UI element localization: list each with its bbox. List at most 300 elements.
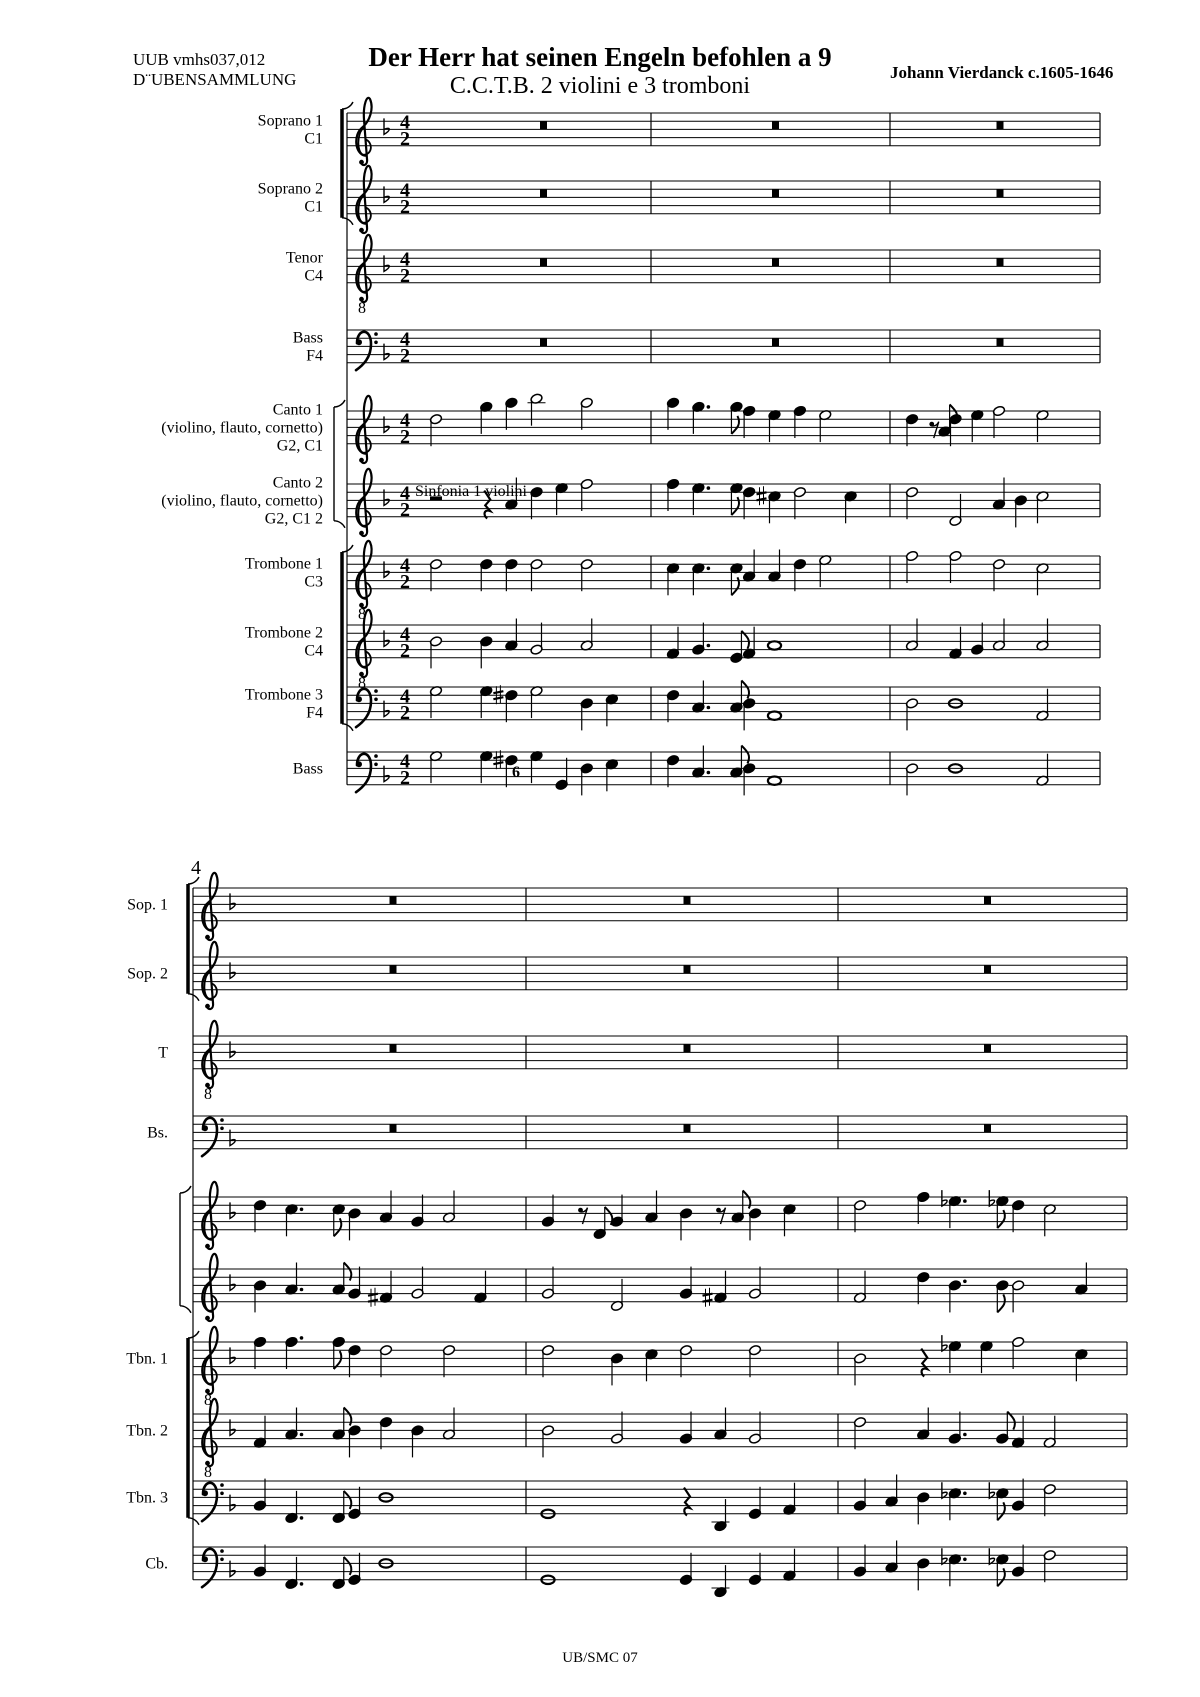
bass-clef-head-icon	[202, 1125, 208, 1131]
flat-icon	[989, 1482, 994, 1498]
note	[679, 1412, 692, 1445]
note	[368, 1271, 393, 1307]
staff-label: Trombone 3	[244, 686, 323, 704]
staff-tbn1	[245, 541, 1100, 623]
note	[605, 693, 618, 726]
bracket-hook	[334, 521, 345, 528]
note	[692, 623, 710, 656]
breve-rest	[390, 896, 397, 904]
notes-tbn2	[253, 1408, 1056, 1458]
note	[666, 627, 679, 660]
note	[1011, 1336, 1024, 1369]
note	[285, 1408, 303, 1441]
octave-eight-mark: 8	[204, 1086, 212, 1104]
note	[605, 758, 618, 791]
system2-system	[126, 857, 1127, 1598]
note	[645, 1191, 658, 1224]
note	[885, 1475, 898, 1508]
note	[992, 558, 1005, 591]
breve-rest	[772, 121, 779, 129]
time-signature-bottom: 2	[400, 344, 410, 367]
bracket-hook	[334, 400, 345, 407]
note	[530, 685, 543, 718]
augmentation-dot	[963, 1433, 967, 1437]
staff-tenor	[158, 1021, 1127, 1103]
note	[996, 1412, 1015, 1445]
staff-sop2	[258, 166, 1100, 233]
note	[853, 1416, 866, 1449]
note	[853, 1479, 866, 1512]
eighth-flag	[344, 1491, 352, 1509]
note	[692, 482, 710, 515]
note	[541, 1267, 554, 1300]
note	[679, 1208, 692, 1241]
note	[610, 1412, 623, 1445]
notes-cont	[429, 746, 1049, 796]
eighth-flag	[997, 1294, 1005, 1312]
note	[555, 758, 568, 791]
staff-sop1	[258, 98, 1100, 165]
note	[730, 681, 749, 714]
time-signature-top: 4	[400, 685, 410, 708]
note	[712, 1565, 730, 1598]
note	[666, 562, 679, 595]
note	[917, 1271, 930, 1304]
note	[348, 1208, 361, 1241]
note	[580, 397, 593, 430]
note	[379, 1416, 392, 1449]
note	[949, 413, 962, 446]
note	[768, 712, 781, 720]
note	[442, 1191, 455, 1224]
staff-label: (violino, flauto, cornetto)	[161, 419, 323, 437]
notes-tbn1	[253, 1335, 1088, 1385]
treble-clef-dot-icon	[205, 1316, 210, 1321]
staff-label: Bass	[292, 760, 323, 778]
breve-rest	[540, 338, 547, 346]
staff-label: Tbn. 3	[126, 1489, 168, 1507]
note	[1011, 1479, 1024, 1512]
note	[905, 413, 918, 446]
note	[332, 1263, 351, 1296]
time-signature-bottom: 2	[400, 425, 410, 448]
notes-sop2	[540, 189, 1004, 197]
flat-icon	[989, 1548, 994, 1564]
augmentation-dot	[707, 644, 711, 648]
staff-label: Soprano 1	[257, 112, 323, 130]
notes-tbn2	[429, 619, 1049, 669]
sharp-icon	[368, 1288, 378, 1307]
staff-label: Canto 1	[272, 401, 323, 419]
note	[992, 619, 1005, 652]
quarter-rest	[921, 1349, 927, 1377]
eighth-flag	[334, 1218, 342, 1236]
augmentation-dot	[707, 486, 711, 490]
bass-clef-head-icon	[202, 1556, 208, 1562]
note	[666, 478, 679, 511]
bass-clef-dot-icon	[374, 698, 378, 702]
eighth-flag	[997, 1210, 1005, 1228]
staff-label: C1	[304, 198, 323, 216]
bass-clef-icon	[202, 1118, 217, 1156]
note	[411, 1425, 424, 1458]
bracket-hook	[342, 102, 353, 109]
bass-clef-dot-icon	[374, 754, 378, 758]
note	[666, 689, 679, 722]
octave-eight-mark: 8	[358, 675, 366, 693]
note	[996, 1280, 1009, 1313]
note	[971, 409, 984, 442]
breve-rest	[684, 896, 691, 904]
time-signature-top: 4	[400, 554, 410, 577]
note	[692, 681, 710, 714]
eighth-flag	[731, 497, 739, 515]
note	[480, 401, 493, 434]
staff-sop1	[127, 873, 1127, 940]
note	[748, 1553, 761, 1586]
note	[1075, 1348, 1088, 1381]
bass-clef-dot-icon	[220, 1127, 224, 1131]
note	[442, 1408, 455, 1441]
note	[580, 763, 593, 796]
staff-label: Trombone 1	[244, 555, 323, 573]
augmentation-dot	[707, 771, 711, 775]
note	[679, 1553, 692, 1586]
staff-canto2	[193, 1254, 1127, 1321]
note	[332, 1557, 351, 1590]
system1-system	[161, 98, 1100, 796]
notes-sop1	[540, 121, 1004, 129]
augmentation-dot	[300, 1516, 304, 1520]
note	[948, 1280, 966, 1313]
note	[783, 1549, 796, 1582]
time-signature-top: 4	[400, 111, 410, 134]
note	[1014, 495, 1027, 528]
breve-rest	[984, 896, 991, 904]
note	[748, 1344, 761, 1377]
note	[480, 558, 493, 591]
sinfonia-annotation: Sinfonia 1 violini	[415, 483, 527, 500]
flat-icon	[942, 1482, 947, 1498]
note	[917, 1558, 930, 1591]
eighth-flag	[741, 681, 749, 699]
note	[1036, 562, 1049, 595]
note	[712, 1499, 730, 1532]
bass-clef-icon	[202, 1549, 217, 1587]
augmentation-dot	[963, 1492, 967, 1496]
staff-label: Soprano 2	[257, 180, 323, 198]
staff-label: Tenor	[285, 249, 323, 267]
note	[980, 1340, 993, 1373]
note	[253, 1336, 266, 1369]
note	[853, 1271, 866, 1304]
note	[731, 1191, 750, 1224]
staff-label: (violino, flauto, cornetto)	[161, 492, 323, 510]
note	[768, 777, 781, 785]
note	[480, 685, 493, 718]
quarter-rest	[684, 1488, 690, 1516]
bass-clef-icon	[356, 332, 371, 370]
note	[783, 1203, 796, 1236]
note	[1011, 1280, 1024, 1313]
notes-canto2	[253, 1263, 1088, 1313]
note	[748, 1208, 761, 1241]
note	[703, 1271, 728, 1307]
whole-note-head	[768, 641, 781, 649]
note	[1043, 1416, 1056, 1449]
note	[429, 636, 442, 669]
score-subtitle: C.C.T.B. 2 violini e 3 tromboni	[449, 73, 751, 99]
bass-clef-icon	[356, 689, 371, 727]
note	[285, 1203, 303, 1236]
notes-cont	[253, 1541, 1056, 1598]
note	[332, 1336, 345, 1369]
note	[742, 486, 755, 519]
note	[714, 1408, 727, 1441]
composer: Johann Vierdanck c.1605-1646	[890, 63, 1114, 82]
time-signature-bottom: 2	[400, 195, 410, 218]
augmentation-dot	[963, 1558, 967, 1562]
treble-clef-dot-icon	[359, 458, 364, 463]
measure-number: 4	[191, 857, 201, 879]
note	[844, 490, 857, 523]
staff-label: C4	[304, 267, 323, 285]
note	[379, 1344, 392, 1377]
time-signature-top: 4	[400, 623, 410, 646]
octave-eight-mark: 8	[358, 606, 366, 624]
note	[905, 550, 918, 583]
staff-tbn3	[126, 1481, 1127, 1521]
note	[253, 1416, 266, 1449]
note	[379, 1191, 392, 1224]
breve-rest	[540, 189, 547, 197]
note	[1036, 409, 1049, 442]
figured-bass-number: 6	[512, 764, 520, 781]
note	[748, 1267, 761, 1300]
note	[530, 623, 543, 656]
note	[768, 409, 781, 442]
breve-rest	[684, 1044, 691, 1052]
bass-clef-dot-icon	[220, 1118, 224, 1122]
flat-icon	[942, 1548, 947, 1564]
bass-clef-dot-icon	[220, 1549, 224, 1553]
note	[742, 698, 755, 731]
notes-tbn3	[429, 681, 1049, 731]
note	[480, 636, 493, 669]
augmentation-dot	[707, 405, 711, 409]
note	[1036, 619, 1049, 652]
time-signature-top: 4	[400, 179, 410, 202]
octave-eight-mark: 8	[358, 300, 366, 318]
time-signature-bottom: 2	[400, 570, 410, 593]
note	[917, 1408, 930, 1441]
staff-label: Tbn. 2	[126, 1422, 168, 1440]
note	[942, 1190, 967, 1228]
eighth-flag	[344, 1557, 352, 1575]
time-signature-bottom: 2	[400, 639, 410, 662]
note	[645, 1348, 658, 1381]
note	[253, 1479, 266, 1512]
breve-rest	[390, 1124, 397, 1132]
staff-label: T	[158, 1044, 168, 1062]
staff-label: C1	[304, 130, 323, 148]
note	[942, 1482, 967, 1520]
note	[679, 1344, 692, 1377]
staff-tbn1	[126, 1327, 1127, 1409]
score-title: Der Herr hat seinen Engeln befohlen a 9	[368, 42, 832, 72]
staff-tenor	[286, 235, 1100, 317]
breve-rest	[772, 258, 779, 266]
breve-rest	[997, 189, 1004, 197]
note	[285, 1557, 303, 1590]
note	[541, 1195, 554, 1228]
note	[942, 1548, 967, 1586]
bass-clef-dot-icon	[374, 689, 378, 693]
note	[505, 397, 518, 430]
flat-icon	[942, 1335, 947, 1351]
note	[905, 619, 918, 652]
note	[989, 1190, 1009, 1228]
staff-label: F4	[306, 347, 323, 365]
breve-rest	[997, 338, 1004, 346]
sharp-icon	[703, 1288, 713, 1307]
staff-bass	[147, 1116, 1127, 1156]
bass-clef-dot-icon	[220, 1558, 224, 1562]
treble-clef-dot-icon	[205, 935, 210, 940]
note	[442, 1344, 455, 1377]
note	[666, 397, 679, 430]
eighth-flag	[741, 746, 749, 764]
note	[610, 1279, 623, 1312]
staff-label: Bass	[292, 329, 323, 347]
flat-icon	[942, 1190, 947, 1206]
note	[610, 1195, 623, 1228]
staff-label: Sop. 2	[127, 965, 168, 983]
breve-rest	[390, 1044, 397, 1052]
augmentation-dot	[300, 1336, 304, 1340]
note	[989, 1548, 1009, 1586]
time-signature-bottom: 2	[400, 127, 410, 150]
staff-label: Tbn. 1	[126, 1350, 168, 1368]
bass-clef-head-icon	[202, 1490, 208, 1496]
bass-clef-head-icon	[356, 339, 362, 345]
breve-rest	[984, 965, 991, 973]
note	[528, 393, 546, 426]
breve-rest	[390, 965, 397, 973]
time-signature-top: 4	[400, 409, 410, 432]
breve-rest	[984, 1124, 991, 1132]
octave-eight-mark: 8	[204, 1464, 212, 1482]
notes-bass	[390, 1124, 992, 1132]
note	[905, 763, 918, 796]
notes-bass	[540, 338, 1004, 346]
note	[819, 409, 832, 442]
note	[730, 401, 743, 434]
eighth-flag	[344, 1408, 352, 1426]
staff-canto1	[161, 396, 1100, 463]
note	[480, 750, 493, 783]
note	[253, 1545, 266, 1578]
augmentation-dot	[300, 1582, 304, 1586]
time-signature-top: 4	[400, 750, 410, 773]
note	[742, 763, 755, 796]
note	[905, 486, 918, 519]
source-line-2: D¨UBENSAMMLUNG	[133, 70, 297, 89]
note	[530, 486, 543, 519]
breve-rest	[684, 965, 691, 973]
note	[555, 482, 568, 515]
note	[768, 550, 781, 583]
note	[348, 1487, 361, 1520]
breve-rest	[540, 258, 547, 266]
staff-sop2	[127, 942, 1127, 1009]
note	[853, 1353, 866, 1386]
notes-tbn3	[253, 1475, 1056, 1532]
note	[692, 746, 710, 779]
bass-clef-icon	[356, 754, 371, 792]
time-signature-bottom: 2	[400, 766, 410, 789]
note	[1043, 1483, 1056, 1516]
staff-label: Bs.	[147, 1124, 168, 1142]
page-footer: UB/SMC 07	[562, 1650, 638, 1666]
note	[748, 1412, 761, 1445]
notes-tenor	[540, 258, 1004, 266]
note	[593, 1207, 612, 1240]
note	[748, 1487, 761, 1520]
sharp-icon	[757, 486, 767, 505]
bracket-hook	[180, 1306, 191, 1313]
note	[853, 1199, 866, 1232]
note	[541, 1425, 554, 1458]
note	[1043, 1203, 1056, 1236]
note	[505, 619, 518, 652]
staff-canto1	[193, 1182, 1127, 1249]
note	[949, 550, 962, 583]
augmentation-dot	[963, 1199, 967, 1203]
staff-tbn2	[126, 1399, 1127, 1481]
note	[285, 1336, 303, 1369]
treble-clef-dot-icon	[205, 1004, 210, 1009]
staff-label: C4	[304, 642, 323, 660]
staff-label: C3	[304, 573, 323, 591]
augmentation-dot	[707, 567, 711, 571]
treble-clef-dot-icon	[359, 228, 364, 233]
augmentation-dot	[707, 706, 711, 710]
eighth-flag	[344, 1263, 352, 1281]
note	[1036, 754, 1049, 787]
eighth-flag	[997, 1568, 1005, 1586]
staff-label: Trombone 2	[244, 624, 323, 642]
notes-tenor	[390, 1044, 992, 1052]
note	[971, 623, 984, 656]
notes-sop2	[390, 965, 992, 973]
note	[253, 1199, 266, 1232]
note	[949, 627, 962, 660]
note	[580, 698, 593, 731]
staff-canto2	[161, 469, 1100, 536]
time-signature-top: 4	[400, 248, 410, 271]
note	[666, 754, 679, 787]
note	[730, 631, 749, 664]
note	[853, 1545, 866, 1578]
note	[819, 554, 832, 587]
note	[253, 1280, 266, 1313]
treble-clef-dot-icon	[359, 160, 364, 165]
note	[348, 1553, 361, 1586]
bass-clef-dot-icon	[374, 763, 378, 767]
augmentation-dot	[300, 1208, 304, 1212]
note	[411, 1195, 424, 1228]
